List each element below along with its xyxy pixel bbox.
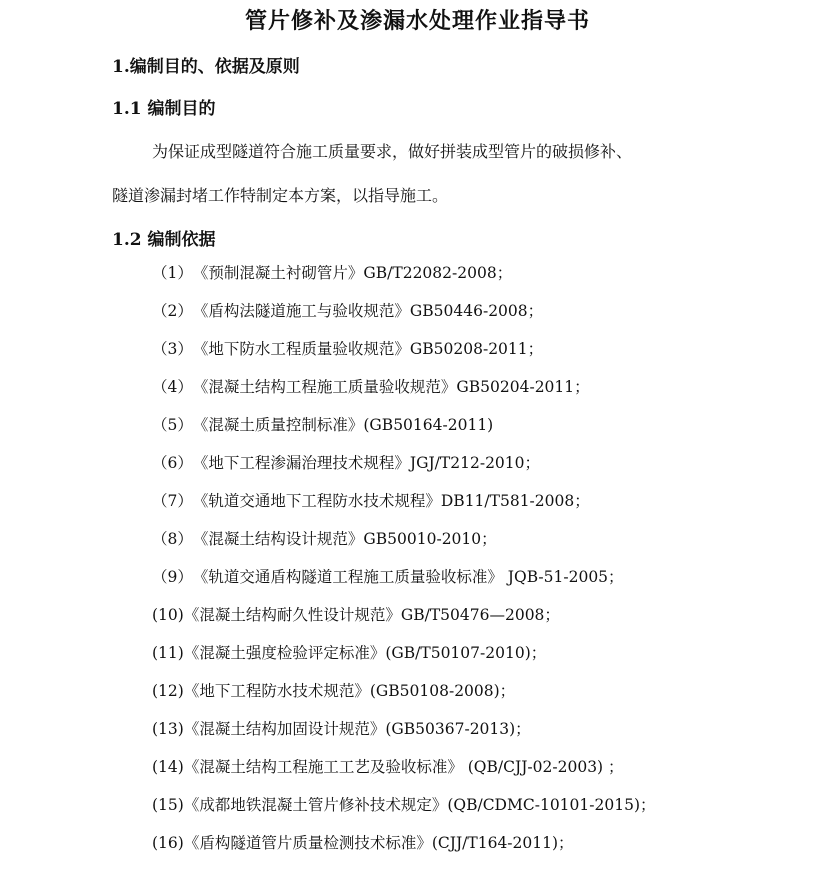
reference-text: 《混凝土结构耐久性设计规范》GB/T50476—2008；	[183, 606, 560, 624]
reference-item	[152, 258, 512, 288]
section-1-2-heading: 1.2 编制依据	[112, 230, 216, 250]
reference-number: (10)	[152, 606, 184, 624]
reference-number: （7）	[152, 492, 193, 510]
reference-text: 《轨道交通盾构隧道工程施工质量验收标准》 JQB-51-2005；	[192, 568, 624, 586]
reference-number: (13)	[152, 720, 184, 738]
reference-text: 《混凝土质量控制标准》(GB50164-2011)	[192, 416, 494, 434]
reference-number: （9）	[152, 568, 193, 586]
reference-number: (14)	[152, 758, 184, 776]
reference-text: 《混凝土结构工程施工工艺及验收标准》 (QB/CJJ-02-2003) ；	[183, 758, 624, 776]
reference-item	[152, 676, 515, 706]
reference-item	[152, 828, 574, 858]
reference-text: 《地下工程防水技术规范》(GB50108-2008)；	[183, 682, 516, 700]
reference-item	[152, 600, 560, 630]
reference-item	[152, 638, 546, 668]
reference-item	[152, 714, 531, 744]
section-1-heading: 1.编制目的、依据及原则	[112, 57, 300, 77]
reference-number: (16)	[152, 834, 184, 852]
reference-text: 《成都地铁混凝土管片修补技术规定》(QB/CDMC-10101-2015)；	[183, 796, 656, 814]
purpose-paragraph-line-1: 为保证成型隧道符合施工质量要求，做好拼装成型管片的破损修补、	[152, 142, 633, 161]
purpose-paragraph-line-2: 隧道渗漏封堵工作特制定本方案，以指导施工。	[112, 186, 449, 205]
reference-number: （1）	[152, 264, 193, 282]
reference-text: 《混凝土结构工程施工质量验收规范》GB50204-2011；	[192, 378, 590, 396]
reference-text: 《盾构法隧道施工与验收规范》GB50446-2008；	[192, 302, 544, 320]
reference-number: （3）	[152, 340, 193, 358]
reference-number: （6）	[152, 454, 193, 472]
reference-text: 《轨道交通地下工程防水技术规程》DB11/T581-2008；	[192, 492, 590, 510]
reference-text: 《混凝土结构设计规范》GB50010-2010；	[192, 530, 497, 548]
reference-number: （8）	[152, 530, 193, 548]
reference-number: （4）	[152, 378, 193, 396]
reference-text: 《混凝土强度检验评定标准》(GB/T50107-2010)；	[183, 644, 547, 662]
reference-item	[152, 296, 543, 326]
reference-item	[152, 410, 493, 440]
reference-item	[152, 524, 497, 554]
reference-text: 《地下防水工程质量验收规范》GB50208-2011；	[192, 340, 544, 358]
reference-text: 《盾构隧道管片质量检测技术标准》(CJJ/T164-2011)；	[183, 834, 574, 852]
reference-item	[152, 448, 540, 478]
document-title: 管片修补及渗漏水处理作业指导书	[244, 8, 590, 34]
section-1-1-heading: 1.1 编制目的	[112, 99, 216, 119]
reference-item	[152, 372, 590, 402]
reference-number: (12)	[152, 682, 184, 700]
reference-item	[152, 790, 656, 820]
reference-number: (15)	[152, 796, 184, 814]
reference-number: （2）	[152, 302, 193, 320]
reference-item	[152, 562, 624, 592]
reference-item	[152, 334, 543, 364]
reference-text: 《地下工程渗漏治理技术规程》JGJ/T212-2010；	[192, 454, 541, 472]
reference-text: 《混凝土结构加固设计规范》(GB50367-2013)；	[183, 720, 531, 738]
reference-item	[152, 752, 624, 782]
reference-item	[152, 486, 590, 516]
reference-number: (11)	[152, 644, 184, 662]
reference-number: （5）	[152, 416, 193, 434]
reference-text: 《预制混凝土衬砌管片》GB/T22082-2008；	[192, 264, 513, 282]
